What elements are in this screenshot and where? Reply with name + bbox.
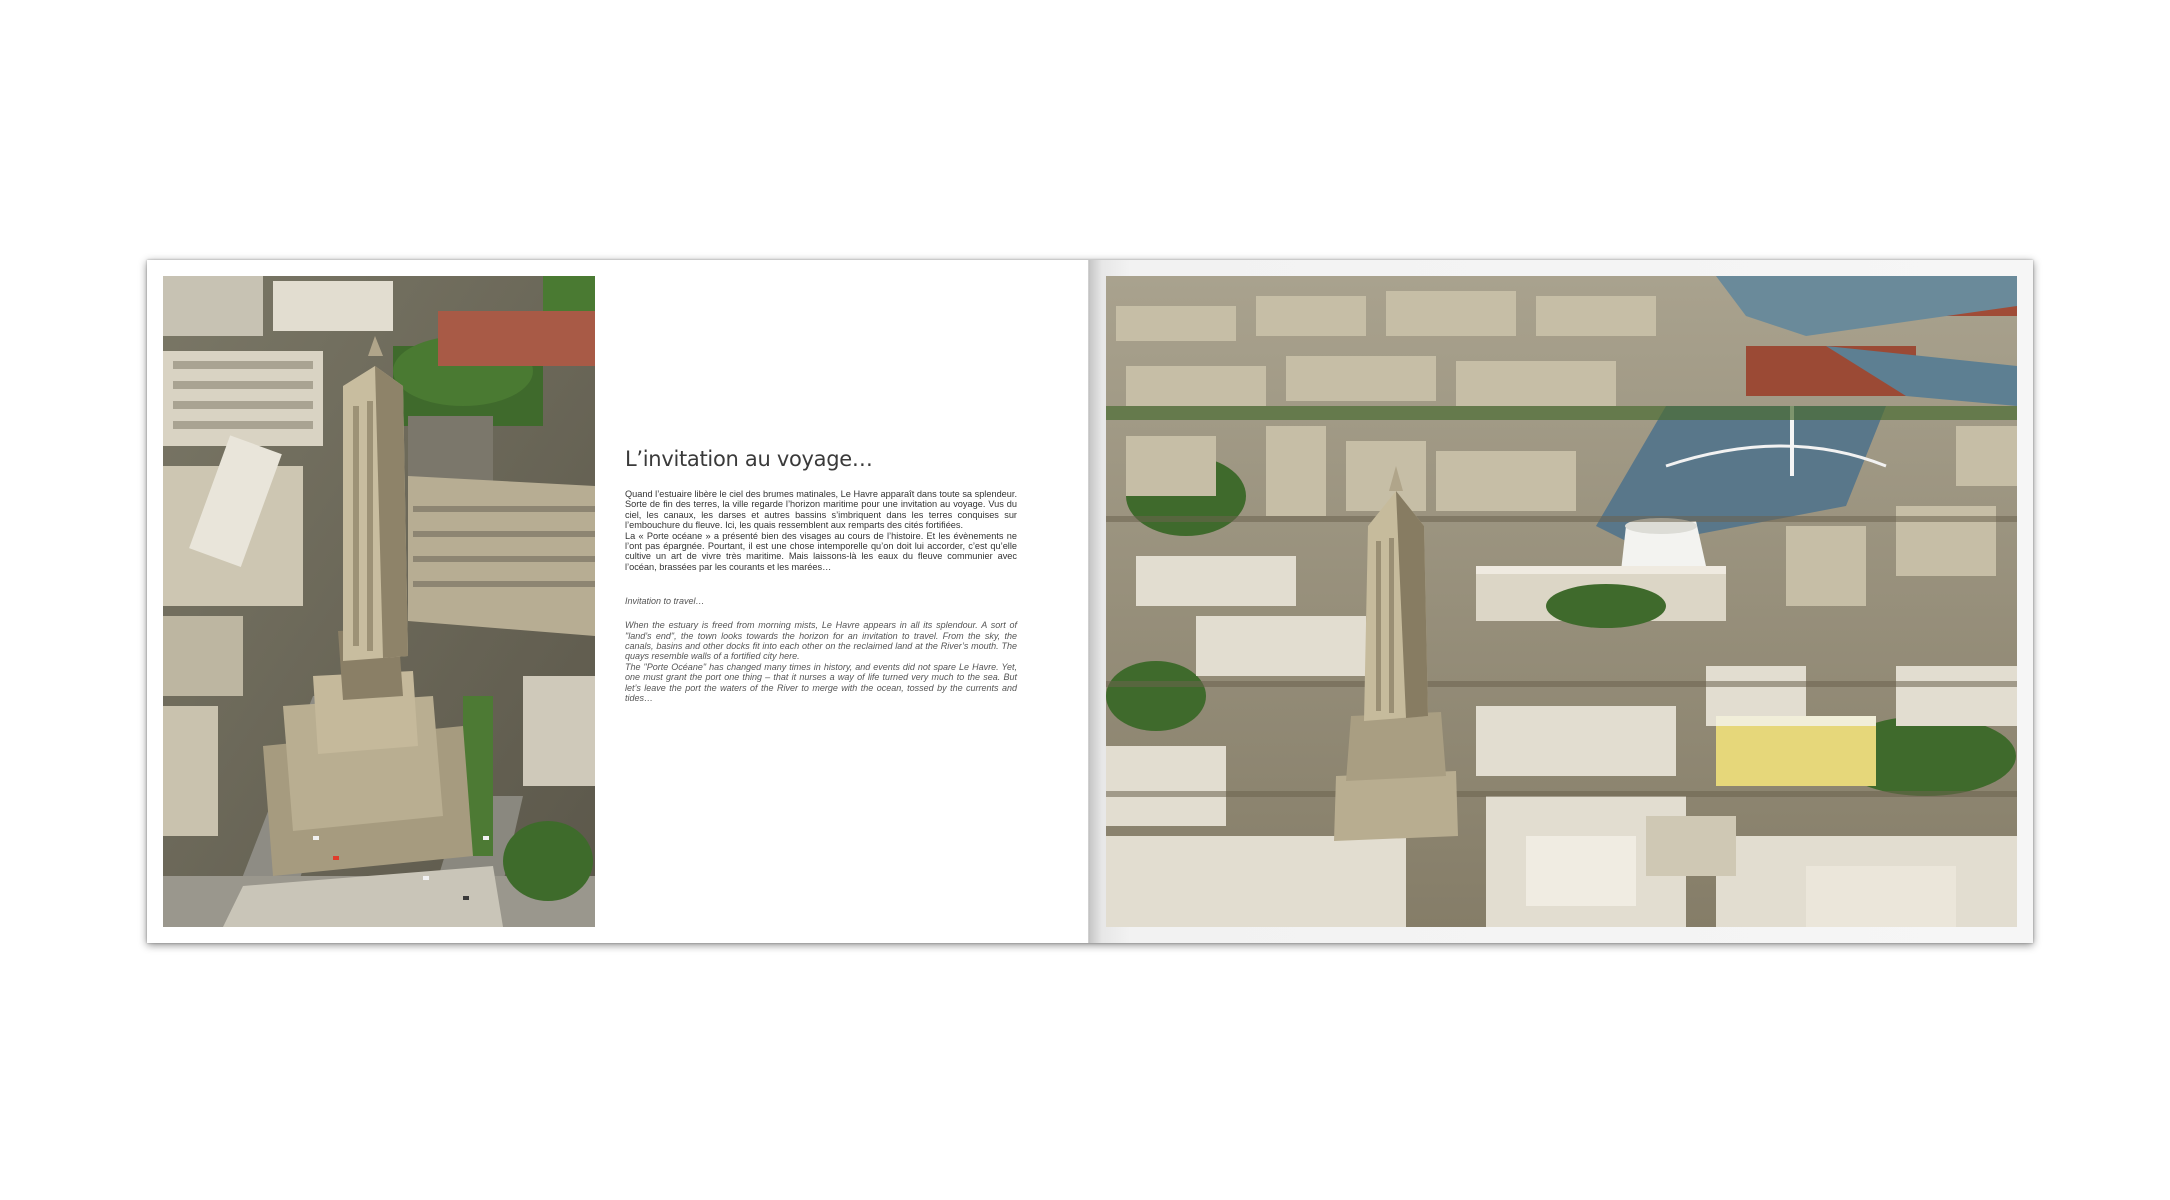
english-paragraph-2: The "Porte Océane" has changed many times in history, and events did not spare Le Havre. Yet, one must grant the port one thing – that it nurses a way of life turned very much to the sea. But let’s leave the port the waters of the River to merge with the ocean, tossed by the currents and tides… xyxy=(625,661,1017,704)
aerial-photo-le-havre-cityscape xyxy=(1106,276,2017,927)
french-text xyxy=(625,489,1017,572)
french-paragraph-2: La « Porte océane » a présenté bien des visages au cours de l’histoire. Et les évènements ne l’ont pas épargnée. Pourtant, il est une chose intemporelle qu’on doit lui accorder, c’est qu’elle cultive un art de vivre très maritime. Mais laissons-là les eaux du fleuve communier avec l’océan, brassées par les courants et les marées… xyxy=(625,530,1017,572)
spread-title: L’invitation au voyage… xyxy=(625,447,873,471)
text-column xyxy=(625,447,1017,704)
aerial-photo-tower-illustration xyxy=(163,276,595,927)
book-spread xyxy=(147,260,2033,943)
aerial-photo-city-illustration xyxy=(1106,276,2017,927)
right-page xyxy=(1090,260,2033,943)
french-paragraph-1: Quand l’estuaire libère le ciel des brumes matinales, Le Havre apparaît dans toute sa splendeur. Sorte de fin des terres, la ville regarde l’horizon maritime pour une invitation au voyage. Vus du ciel, les canaux, les darses et autres bassins s’imbriquent dans les terres conquises sur l’embouchure du fleuve. Ici, les quais ressemblent aux remparts des cités fortifiées. xyxy=(625,489,1017,531)
english-paragraph-1: When the estuary is freed from morning mists, Le Havre appears in all its splendour. A sort of "land’s end", the town looks towards the horizon for an invitation to travel. From the sky, the canals, basins and other docks fit into each other on the reclaimed land at the River’s mouth. The quays resemble walls of a fortified city here. xyxy=(625,620,1017,662)
aerial-photo-saint-joseph-church xyxy=(163,276,595,927)
english-title: Invitation to travel… xyxy=(625,596,705,607)
left-page xyxy=(147,260,1090,943)
english-text xyxy=(625,620,1017,703)
